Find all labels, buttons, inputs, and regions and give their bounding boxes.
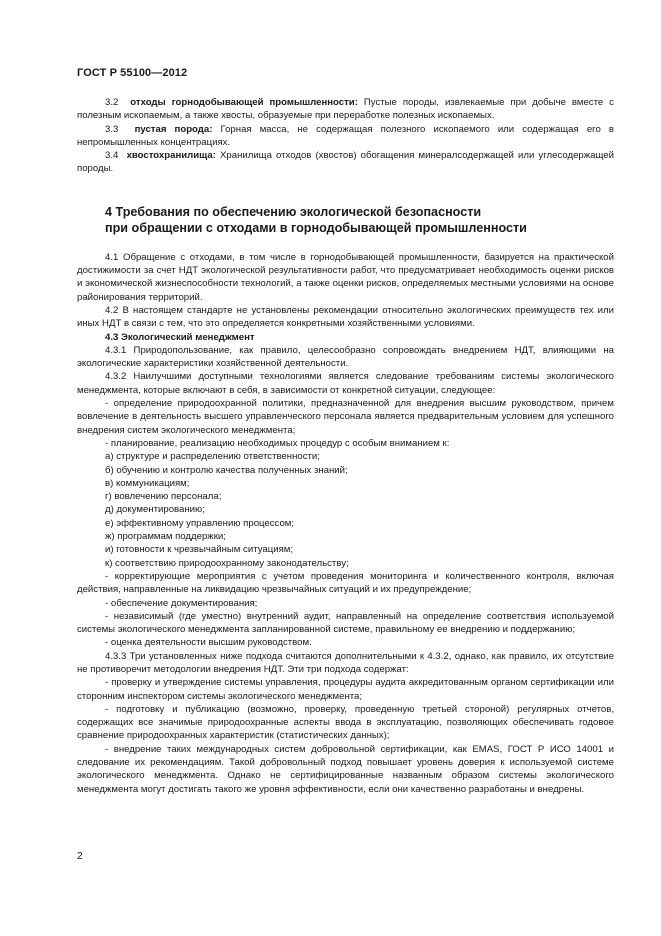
page-number: 2 <box>77 851 83 862</box>
subsection-4-3-heading: 4.3 Экологический менеджмент <box>105 331 255 343</box>
list-item: - планирование, реализацию необходимых процедур с особым вниманием к: <box>105 437 450 449</box>
document-header: ГОСТ Р 55100—2012 <box>77 67 188 79</box>
list-item: ж) программам поддержки; <box>105 531 226 543</box>
paragraph-4-2: 4.2 В настоящем стандарте не установлены рекомендации относительно экологических преимуществ тех или иных НДТ в связи с тем, что это определяется конкретными хозяйственными условиями. <box>77 304 614 330</box>
definition-3-2: 3.2 отходы горнодобывающей промышленности: Пустые породы, извлекаемые при добыче вместе с полезным ископаемым, а также хвосты, образуемые при переработке полезных ископаемых. <box>77 97 614 122</box>
definition-3-3: 3.3 пустая порода: Горная масса, не содержащая полезного ископаемого или содержащая его в непромышленных концентрациях. <box>77 123 614 148</box>
definition-3-4: 3.4 хвостохранилища: Хранилища отходов (хвостов) обогащения минералсодержащей или углесодержащей породы. <box>77 150 614 175</box>
list-item: г) вовлечению персонала; <box>105 491 222 503</box>
list-item: - подготовку и публикацию (возможно, проверку, проведенную третьей стороной) регулярных отчетов, содержащих все значимые природоохранные аспекты ввода в эксплуатацию, позволяющих обеспечивать годовое сравнение природоохранных характеристик (статистических данных); <box>77 703 614 742</box>
lettered-list <box>77 450 614 570</box>
page-body <box>77 96 614 796</box>
section-4-title: 4 Требования по обеспечению экологической безопасности при обращении с отходами в горнодобывающей промышленности <box>105 204 527 236</box>
paragraph-4-3-3: 4.3.3 Три установленных ниже подхода считаются дополнительными к 4.3.2, однако, как правило, их отсутствие не противоречит методологии внедрения НДТ. Эти три подхода содержат: <box>77 650 614 675</box>
list-item: - определение природоохранной политики, предназначенной для внедрения высшим руководством, причем вовлечение в деятельность высшего управленческого персонала является предварительным условием для успешного внедрения систем экологического менеджмента; <box>77 398 614 436</box>
paragraph-4-3-1: 4.3.1 Природопользование, как правило, целесообразно сопровождать внедрением НДТ, влияющими на экологические характеристики хозяйственной деятельности. <box>77 344 614 370</box>
list-item: - независимый (где уместно) внутренний аудит, направленный на определение соответствия используемой системы экологического менеджмента запланированной системе, правильному ее внедрению и поддержанию; <box>77 610 614 636</box>
ems-requirements-list-continued <box>77 570 614 650</box>
list-item: б) обучению и контролю качества полученных знаний; <box>105 464 348 476</box>
list-item: - обеспечение документирования; <box>105 597 258 609</box>
list-item: - оценка деятельности высшим руководством. <box>105 637 312 649</box>
list-item: - корректирующие мероприятия с учетом проведения мониторинга и количественного контроля, включая действия, направленные на ликвидацию чрезвычайных ситуаций и их предупреждение; <box>77 570 614 596</box>
paragraph-4-3-2: 4.3.2 Наилучшими доступными технологиями является следование требованиям системы экологического менеджмента, которые включают в себя, в зависимости от конкретной ситуации, следующее: <box>77 371 614 396</box>
list-item: е) эффективному управлению процессом; <box>105 517 295 529</box>
list-item: и) готовности к чрезвычайным ситуациям; <box>105 544 294 556</box>
list-item: к) соответствию природоохранному законодательству; <box>105 557 349 569</box>
list-item: в) коммуникациям; <box>105 477 190 489</box>
paragraph-4-1: 4.1 Обращение с отходами, в том числе в горнодобывающей промышленности, базируется на практической достижимости за счет НДТ экологической результативности работ, что предусматривает необходимость оценки рисков и экономической жизнеспособности технологий, а также оценки рисков, определяемых местными условиями на основе районирования территорий. <box>77 251 614 303</box>
list-item: а) структуре и распределению ответственности; <box>105 451 320 463</box>
list-item: - внедрение таких международных систем добровольной сертификации, как EMAS, ГОСТ Р ИСО 14001 и следование их рекомендациям. Такой добровольный подход повышает уровень доверия к используемой системе экологического менеджмента. Однако не сертифицированные названным образом системы экологического менеджмента могут достигать такого же уровня эффективности, если они качественно разработаны и внедрены. <box>77 743 614 795</box>
list-item: д) документированию; <box>105 504 205 516</box>
list-item: - проверку и утверждение системы управления, процедуры аудита аккредитованным органом сертификации или сторонним инспектором системы экологического менеджмента; <box>77 677 614 702</box>
additional-approaches-list <box>77 676 614 796</box>
ems-requirements-list <box>77 397 614 450</box>
